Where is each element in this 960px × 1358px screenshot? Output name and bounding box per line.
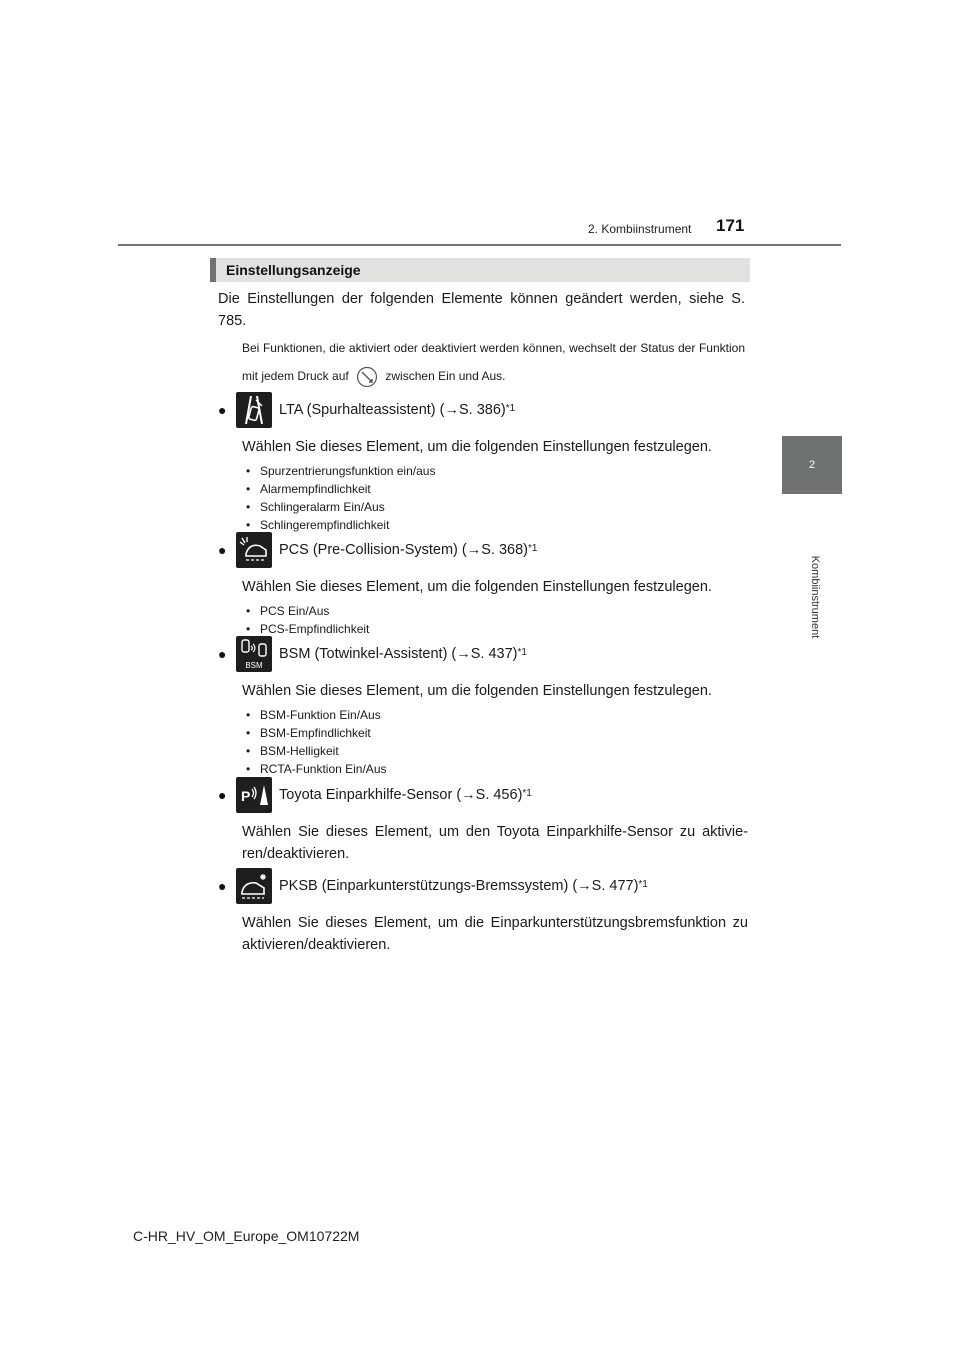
item-title-row	[218, 392, 748, 428]
note-text-after: zwischen Ein und Aus.	[385, 369, 506, 383]
sub-option-list	[242, 602, 748, 638]
item-title-text: Toyota Einparkhilfe-Sensor (→S. 456)	[279, 787, 523, 803]
header-divider	[118, 244, 841, 246]
sub-option: • Spurzentrierungsfunktion ein/aus	[242, 462, 748, 480]
svg-text:P: P	[241, 788, 251, 804]
setting-item-pksb	[218, 868, 748, 956]
setting-item-bsm	[218, 636, 748, 778]
footnote-marker: *1	[505, 402, 516, 414]
item-description: Wählen Sie dieses Element, um die folgenden Einstellungen festzulegen.	[242, 579, 712, 595]
sub-option: • RCTA-Funktion Ein/Aus	[242, 760, 748, 778]
bsm-blind-spot-icon	[236, 636, 272, 672]
bullet-icon: ●	[218, 878, 227, 894]
note-text-before: Bei Funktionen, die aktiviert oder deaktiviert werden können, wechselt der Status der Funktion mit jedem Druck auf	[242, 341, 745, 383]
sub-option: • BSM-Empfindlichkeit	[242, 724, 748, 742]
chapter-tab-label: Kombiinstrument	[809, 555, 821, 639]
sub-option: • BSM-Funktion Ein/Aus	[242, 706, 748, 724]
pksb-brake-icon	[236, 868, 272, 904]
header-section-title: 2. Kombiinstrument	[588, 222, 692, 236]
item-title-row	[218, 868, 748, 904]
item-title-row	[218, 636, 748, 672]
chapter-tab[interactable]: 2	[782, 436, 842, 494]
item-description: Wählen Sie dieses Element, um die folgenden Einstellungen festzulegen.	[242, 683, 712, 699]
lta-lane-icon	[236, 392, 272, 428]
item-title-row	[218, 777, 748, 813]
sub-option: • Alarmempfindlichkeit	[242, 480, 748, 498]
intro-paragraph: Die Einstellungen der folgenden Elemente können geändert werden, siehe S. 785.	[218, 291, 745, 329]
sub-option: • PCS-Empfindlichkeit	[242, 620, 748, 638]
page-number: 171	[716, 216, 745, 235]
parking-sensor-icon	[236, 777, 272, 813]
pcs-collision-icon	[236, 532, 272, 568]
sub-option: • BSM-Helligkeit	[242, 742, 748, 760]
item-description: Wählen Sie dieses Element, um die Einparkunterstützungsbremsfunktion zu aktivieren/deaktivieren.	[242, 915, 748, 953]
sub-option: • Schlingerempfindlichkeit	[242, 516, 748, 534]
item-title-text: PCS (Pre-Collision-System) (→S. 368)	[279, 542, 528, 558]
section-heading	[210, 258, 750, 282]
setting-item-pcs	[218, 532, 748, 638]
sub-option-list	[242, 462, 748, 534]
sub-option: • Schlingeralarm Ein/Aus	[242, 498, 748, 516]
bullet-icon: ●	[218, 402, 227, 418]
footnote-marker: *1	[638, 878, 648, 890]
item-title-row	[218, 532, 748, 568]
item-description: Wählen Sie dieses Element, um die folgenden Einstellungen festzulegen.	[242, 439, 712, 455]
bullet-icon: ●	[218, 542, 227, 558]
footnote-marker: *1	[517, 646, 527, 658]
footer-document-code: C-HR_HV_OM_Europe_OM10722M	[133, 1228, 360, 1244]
note-paragraph	[242, 334, 745, 390]
bsm-icon-label: BSM	[245, 661, 263, 670]
setting-item-parking-sensor	[218, 777, 748, 865]
footnote-marker: *1	[522, 787, 532, 799]
item-title-text: BSM (Totwinkel-Assistent) (→S. 437)	[279, 646, 518, 662]
item-title-text: PKSB (Einparkunterstützungs-Bremssystem) (→S. 477)	[279, 878, 639, 894]
item-description: Wählen Sie dieses Element, um den Toyota Einparkhilfe-Sensor zu aktivie- ren/deaktivieren.	[242, 824, 748, 862]
bullet-icon: ●	[218, 646, 227, 662]
bullet-icon: ●	[218, 787, 227, 803]
sub-option-list	[242, 706, 748, 778]
section-heading-text: Einstellungsanzeige	[226, 262, 361, 278]
knob-icon	[356, 366, 378, 388]
footnote-marker: *1	[527, 542, 538, 554]
setting-item-lta	[218, 392, 748, 534]
item-title-text: LTA (Spurhalteassistent) (→S. 386)	[279, 402, 506, 418]
sub-option: • PCS Ein/Aus	[242, 602, 748, 620]
